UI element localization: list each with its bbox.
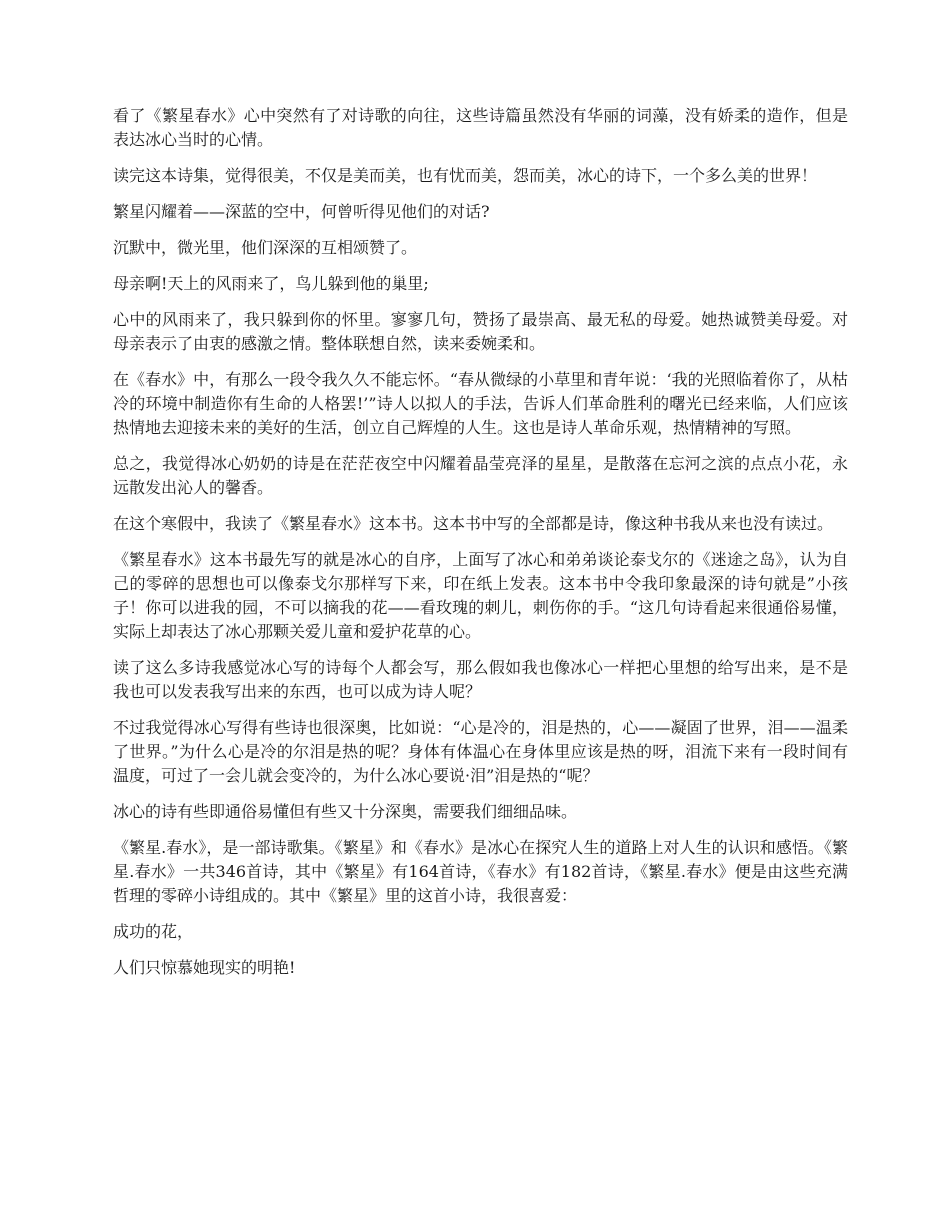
- paragraph-2: 读完这本诗集，觉得很美，不仅是美而美，也有忧而美，怨而美，冰心的诗下，一个多么美的世界！: [113, 166, 818, 185]
- paragraph-6: 心中的风雨来了，我只躲到你的怀里。寥寥几句，赞扬了最崇高、最无私的母爱。她热诚赞美母爱。对母亲表示了由衷的感激之情。整体联想自然，读来委婉柔和。: [113, 310, 848, 353]
- paragraph-14: 《繁星.春水》，是一部诗歌集。《繁星》和《春水》是冰心在探究人生的道路上对人生的认识和感悟。《繁星.春水》一共346首诗，其中《繁星》有164首诗，《春水》有182首诗，《繁星.春水》便是由这些充满哲理的零碎小诗组成的。其中《繁星》里的这首小诗，我很喜爱：: [113, 838, 848, 905]
- paragraph-13: 冰心的诗有些即通俗易懂但有些又十分深奥，需要我们细细品味。: [113, 802, 578, 821]
- document-body: [113, 104, 848, 992]
- paragraph-15: 成功的花，: [113, 922, 194, 941]
- paragraph-12: 不过我觉得冰心写得有些诗也很深奥，比如说：“心是冷的，泪是热的，心——凝固了世界，泪——温柔了世界。”为什么心是冷的尔泪是热的呢？身体有体温心在身体里应该是热的呀，泪流下来有一段时间有温度，可过了一会儿就会变冷的，为什么冰心要说·泪”泪是热的“呢？: [113, 718, 848, 785]
- paragraph-5: 母亲啊!天上的风雨来了，鸟儿躲到他的巢里;: [113, 274, 429, 293]
- paragraph-3: 繁星闪耀着——深蓝的空中，何曾听得见他们的对话?: [113, 202, 490, 221]
- paragraph-7: 在《春水》中，有那么一段令我久久不能忘怀。“春从微绿的小草里和青年说：‘我的光照临着你了，从枯冷的环境中制造你有生命的人格罢!’”诗人以拟人的手法，告诉人们革命胜利的曙光已经来临，人们应该热情地去迎接未来的美好的生活，创立自己辉煌的人生。这也是诗人革命乐观，热情精神的写照。: [113, 370, 848, 437]
- paragraph-1: 看了《繁星春水》心中突然有了对诗歌的向往，这些诗篇虽然没有华丽的词藻，没有娇柔的造作，但是表达冰心当时的心情。: [113, 106, 848, 149]
- paragraph-9: 在这个寒假中，我读了《繁星春水》这本书。这本书中写的全部都是诗，像这种书我从来也没有读过。: [113, 514, 834, 533]
- paragraph-11: 读了这么多诗我感觉冰心写的诗每个人都会写，那么假如我也像冰心一样把心里想的给写出来，是不是我也可以发表我写出来的东西，也可以成为诗人呢？: [113, 658, 848, 701]
- paragraph-4: 沉默中，微光里，他们深深的互相颂赞了。: [113, 238, 418, 257]
- paragraph-16: 人们只惊慕她现实的明艳!: [113, 958, 296, 977]
- paragraph-8: 总之，我觉得冰心奶奶的诗是在茫茫夜空中闪耀着晶莹亮泽的星星，是散落在忘河之滨的点点小花，永远散发出沁人的馨香。: [113, 454, 848, 497]
- paragraph-10: 《繁星春水》这本书最先写的就是冰心的自序，上面写了冰心和弟弟谈论泰戈尔的《迷途之岛》，认为自己的零碎的思想也可以像泰戈尔那样写下来，印在纸上发表。这本书中令我印象最深的诗句就是”小孩子！你可以进我的园，不可以摘我的花——看玫瑰的刺儿，刺伤你的手。“这几句诗看起来很通俗易懂，实际上却表达了冰心那颗关爱儿童和爱护花草的心。: [113, 550, 848, 641]
